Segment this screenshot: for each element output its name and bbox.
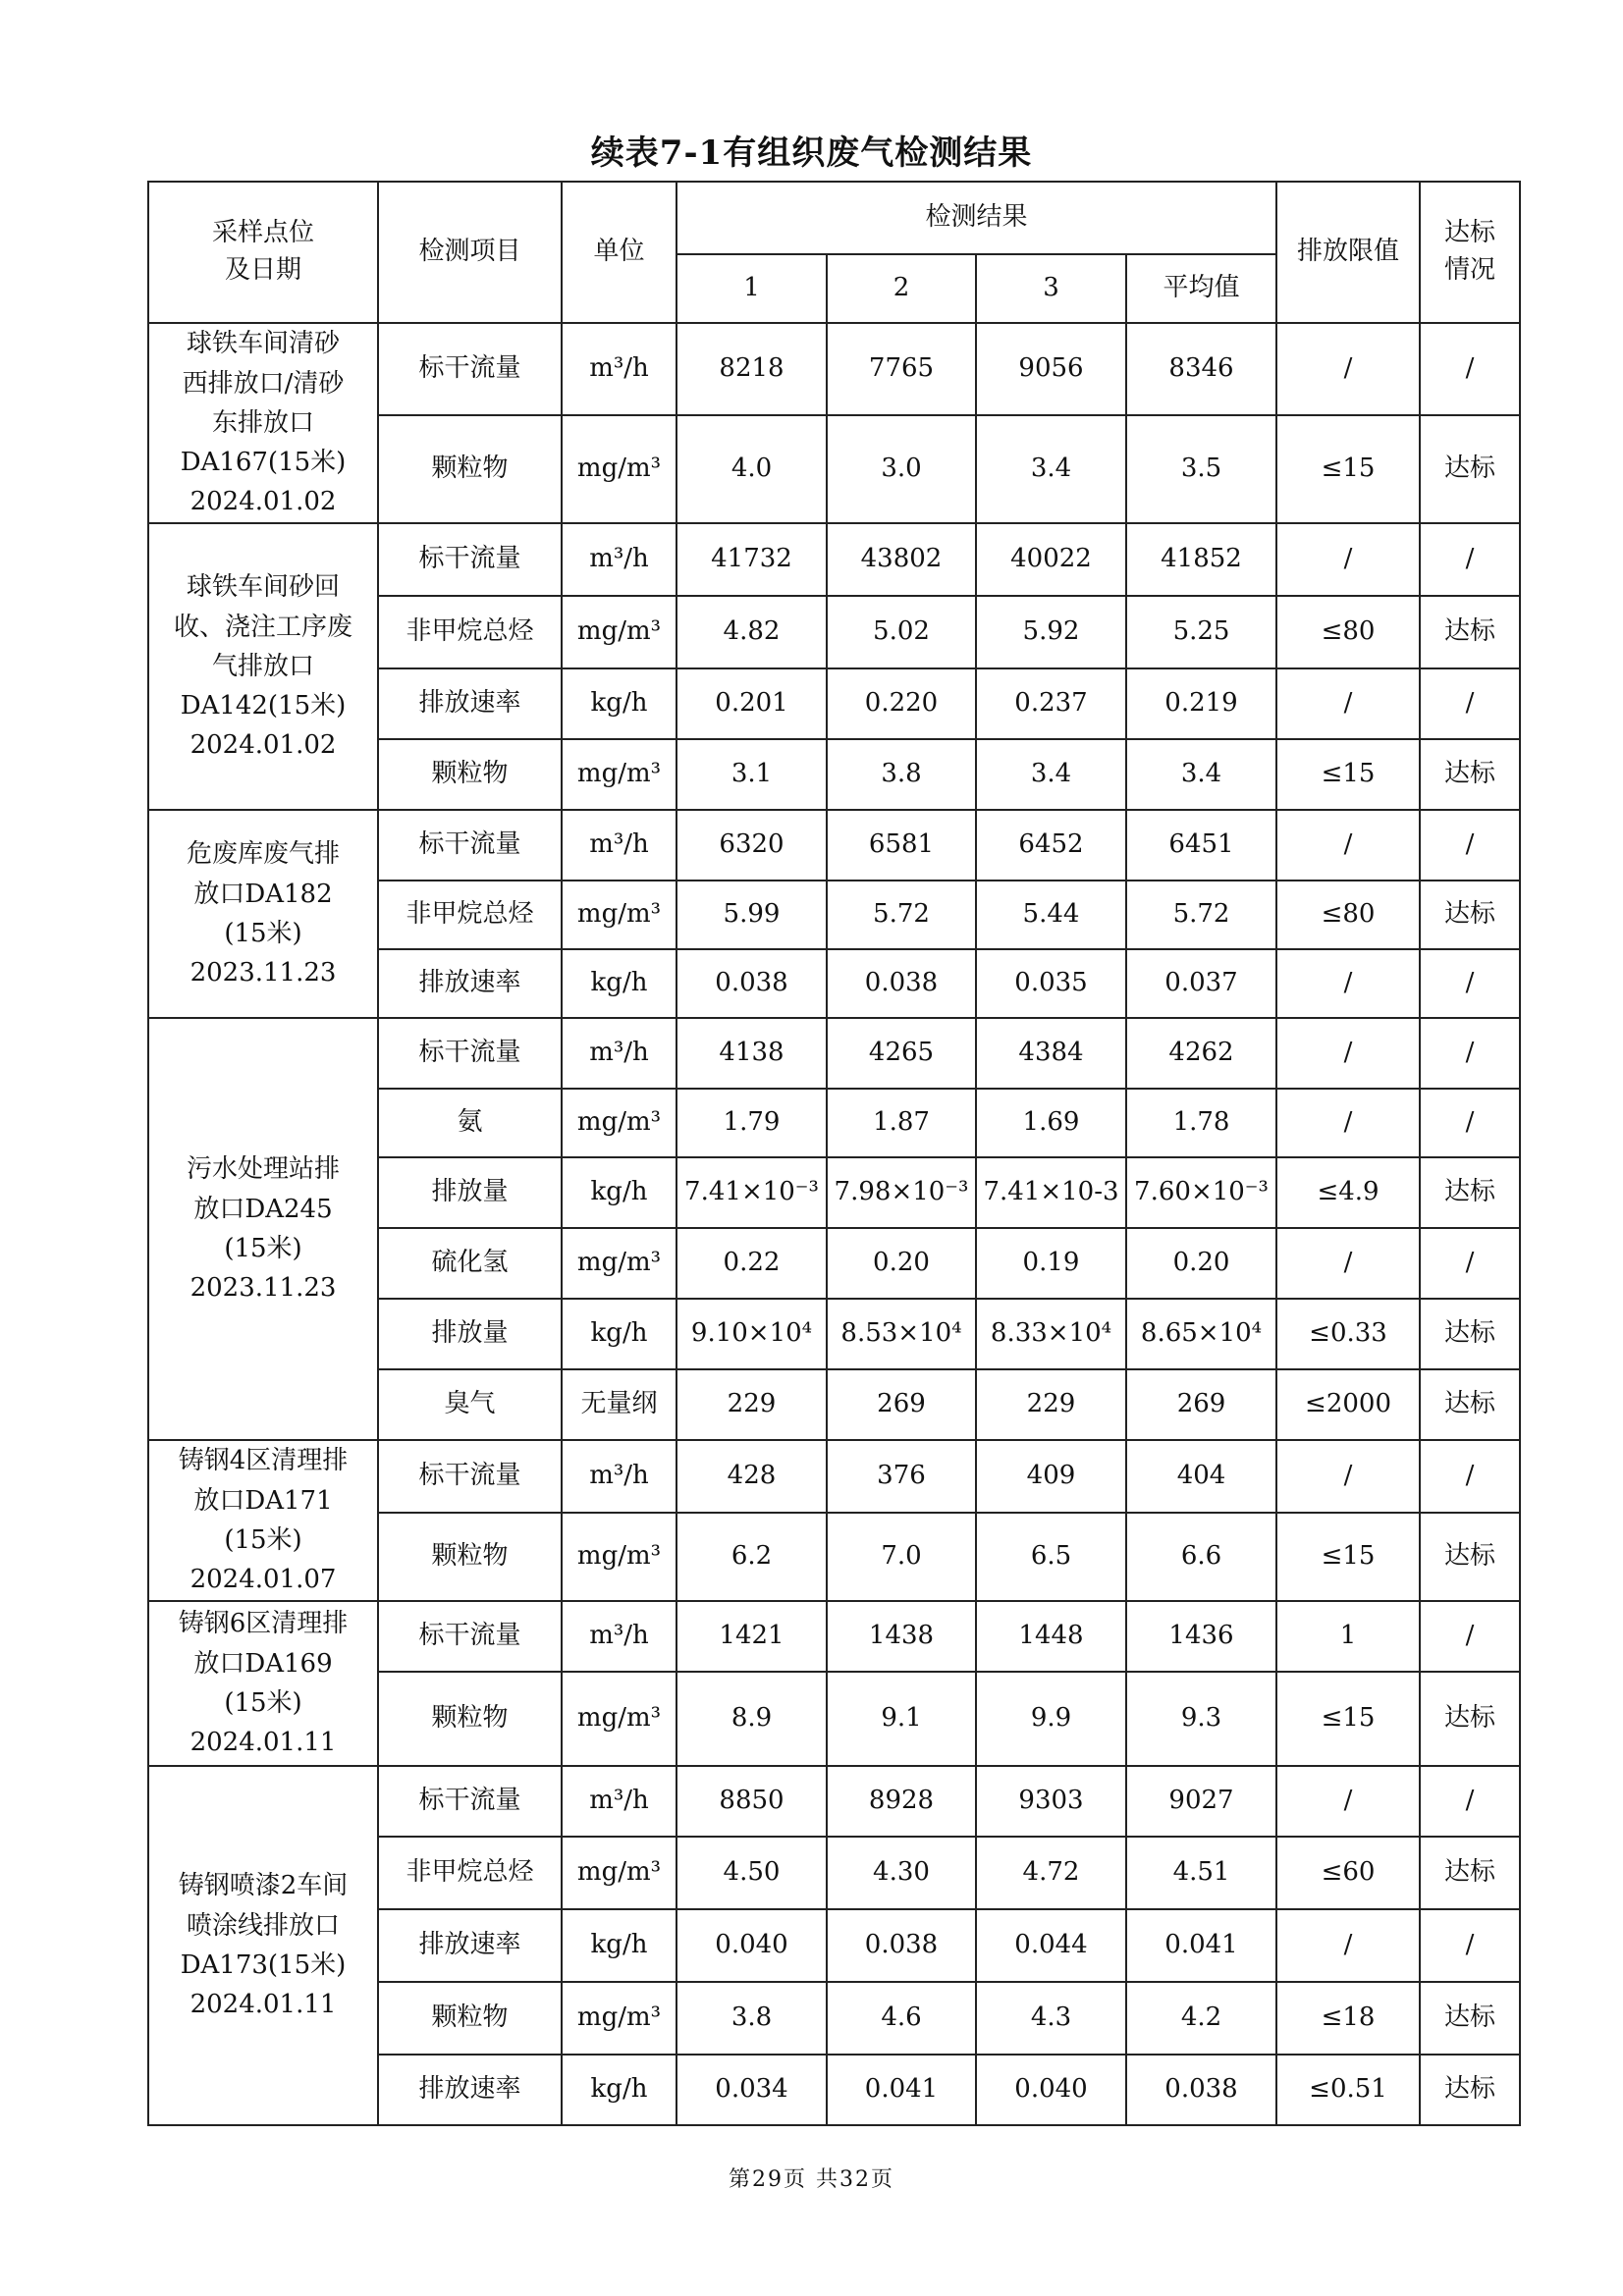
cell-v1: 8850 [676, 1766, 827, 1837]
cell-limit: / [1276, 668, 1420, 739]
cell-v2: 6581 [827, 810, 976, 881]
cell-avg: 8.65×10⁴ [1126, 1299, 1276, 1369]
cell-v2: 3.0 [827, 415, 976, 523]
cell-unit: m³/h [562, 1766, 676, 1837]
cell-limit: ≤15 [1276, 415, 1420, 523]
cell-avg: 5.25 [1126, 596, 1276, 668]
table-row [148, 1766, 1520, 1837]
cell-unit: mg/m³ [562, 1672, 676, 1766]
cell-avg: 3.4 [1126, 739, 1276, 810]
cell-v3: 9303 [976, 1766, 1126, 1837]
cell-status: / [1420, 949, 1520, 1018]
cell-avg: 9027 [1126, 1766, 1276, 1837]
cell-v3: 6.5 [976, 1513, 1126, 1601]
cell-status: / [1420, 1440, 1520, 1513]
cell-v1: 8.9 [676, 1672, 827, 1766]
cell-v3: 409 [976, 1440, 1126, 1513]
cell-item: 排放速率 [378, 668, 562, 739]
header-result-3: 3 [976, 254, 1126, 323]
cell-limit: / [1276, 1766, 1420, 1837]
cell-avg: 0.038 [1126, 2055, 1276, 2125]
cell-unit: m³/h [562, 1018, 676, 1089]
cell-unit: kg/h [562, 1299, 676, 1369]
sampling-site-cell [148, 1601, 378, 1766]
cell-v1: 4.50 [676, 1837, 827, 1909]
cell-status: 达标 [1420, 1672, 1520, 1766]
cell-v1: 4.82 [676, 596, 827, 668]
cell-v3: 9056 [976, 323, 1126, 415]
cell-v3: 0.035 [976, 949, 1126, 1018]
cell-avg: 6.6 [1126, 1513, 1276, 1601]
cell-avg: 8346 [1126, 323, 1276, 415]
cell-status: 达标 [1420, 1369, 1520, 1440]
cell-v2: 8.53×10⁴ [827, 1299, 976, 1369]
table-row [148, 1440, 1520, 1513]
cell-limit: / [1276, 1909, 1420, 1982]
header-status [1420, 182, 1520, 323]
header-result-1: 1 [676, 254, 827, 323]
cell-status: / [1420, 323, 1520, 415]
sampling-site-cell [148, 1018, 378, 1440]
cell-v1: 5.99 [676, 881, 827, 949]
cell-v3: 0.040 [976, 2055, 1126, 2125]
cell-v3: 1448 [976, 1601, 1126, 1672]
table-row [148, 1601, 1520, 1672]
sampling-site-text: 铸钢6区清理排 放口DA169 (15米) 2024.01.11 [178, 1609, 349, 1758]
cell-v1: 428 [676, 1440, 827, 1513]
table-row [148, 523, 1520, 596]
cell-limit: / [1276, 1018, 1420, 1089]
cell-status: / [1420, 668, 1520, 739]
cell-v3: 40022 [976, 523, 1126, 596]
page-footer: 第29页 共32页 [729, 2167, 894, 2192]
cell-v1: 0.22 [676, 1228, 827, 1299]
cell-status: 达标 [1420, 2055, 1520, 2125]
cell-status: 达标 [1420, 1157, 1520, 1228]
cell-status: / [1420, 810, 1520, 881]
cell-limit: ≤15 [1276, 739, 1420, 810]
header-limit: 排放限值 [1276, 182, 1420, 323]
cell-v3: 8.33×10⁴ [976, 1299, 1126, 1369]
cell-v2: 0.041 [827, 2055, 976, 2125]
cell-v2: 3.8 [827, 739, 976, 810]
cell-limit: ≤4.9 [1276, 1157, 1420, 1228]
cell-v3: 4.72 [976, 1837, 1126, 1909]
cell-v1: 3.8 [676, 1982, 827, 2055]
cell-v2: 8928 [827, 1766, 976, 1837]
cell-item: 排放量 [378, 1157, 562, 1228]
cell-avg: 7.60×10⁻³ [1126, 1157, 1276, 1228]
sampling-site-cell [148, 1766, 378, 2125]
cell-item: 标干流量 [378, 1440, 562, 1513]
cell-v2: 4265 [827, 1018, 976, 1089]
cell-item: 排放速率 [378, 2055, 562, 2125]
cell-avg: 1.78 [1126, 1089, 1276, 1157]
cell-v3: 5.92 [976, 596, 1126, 668]
cell-v2: 5.72 [827, 881, 976, 949]
cell-item: 排放速率 [378, 949, 562, 1018]
cell-limit: / [1276, 1228, 1420, 1299]
cell-unit: mg/m³ [562, 415, 676, 523]
cell-item: 排放速率 [378, 1909, 562, 1982]
cell-status: / [1420, 523, 1520, 596]
cell-unit: 无量纲 [562, 1369, 676, 1440]
cell-status: 达标 [1420, 1982, 1520, 2055]
cell-unit: m³/h [562, 810, 676, 881]
cell-limit: ≤60 [1276, 1837, 1420, 1909]
cell-item: 硫化氢 [378, 1228, 562, 1299]
cell-avg: 41852 [1126, 523, 1276, 596]
cell-item: 非甲烷总烃 [378, 881, 562, 949]
cell-unit: m³/h [562, 523, 676, 596]
cell-unit: mg/m³ [562, 1089, 676, 1157]
cell-status: / [1420, 1909, 1520, 1982]
cell-item: 臭气 [378, 1369, 562, 1440]
cell-v3: 229 [976, 1369, 1126, 1440]
cell-v2: 1.87 [827, 1089, 976, 1157]
cell-limit: ≤0.33 [1276, 1299, 1420, 1369]
sampling-site-text: 铸钢喷漆2车间 喷涂线排放口 DA173(15米) 2024.01.11 [178, 1871, 349, 2020]
cell-unit: mg/m³ [562, 1228, 676, 1299]
cell-v3: 0.044 [976, 1909, 1126, 1982]
cell-limit: / [1276, 323, 1420, 415]
cell-limit: ≤18 [1276, 1982, 1420, 2055]
cell-limit: / [1276, 1089, 1420, 1157]
cell-unit: mg/m³ [562, 596, 676, 668]
cell-limit: / [1276, 1440, 1420, 1513]
cell-status: / [1420, 1228, 1520, 1299]
cell-item: 标干流量 [378, 1018, 562, 1089]
header-site-text: 采样点位 及日期 [211, 218, 314, 285]
cell-limit: / [1276, 810, 1420, 881]
cell-item: 标干流量 [378, 810, 562, 881]
cell-status: / [1420, 1766, 1520, 1837]
cell-unit: mg/m³ [562, 881, 676, 949]
cell-limit: ≤80 [1276, 881, 1420, 949]
cell-status: / [1420, 1601, 1520, 1672]
table-row [148, 810, 1520, 881]
cell-avg: 3.5 [1126, 415, 1276, 523]
cell-v1: 0.040 [676, 1909, 827, 1982]
cell-v2: 4.30 [827, 1837, 976, 1909]
cell-limit: ≤80 [1276, 596, 1420, 668]
cell-v2: 0.20 [827, 1228, 976, 1299]
page-title: 续表7-1有组织废气检测结果 [590, 133, 1033, 173]
cell-v3: 5.44 [976, 881, 1126, 949]
cell-avg: 9.3 [1126, 1672, 1276, 1766]
cell-avg: 269 [1126, 1369, 1276, 1440]
cell-item: 氨 [378, 1089, 562, 1157]
cell-limit: / [1276, 949, 1420, 1018]
cell-limit: ≤0.51 [1276, 2055, 1420, 2125]
cell-v3: 4.3 [976, 1982, 1126, 2055]
sampling-site-cell [148, 810, 378, 1018]
cell-unit: m³/h [562, 323, 676, 415]
cell-item: 标干流量 [378, 1766, 562, 1837]
cell-item: 标干流量 [378, 323, 562, 415]
cell-unit: kg/h [562, 949, 676, 1018]
cell-unit: mg/m³ [562, 1513, 676, 1601]
cell-unit: kg/h [562, 668, 676, 739]
table-row [148, 323, 1520, 415]
cell-v1: 6.2 [676, 1513, 827, 1601]
cell-status: 达标 [1420, 415, 1520, 523]
cell-item: 颗粒物 [378, 1982, 562, 2055]
cell-avg: 4262 [1126, 1018, 1276, 1089]
cell-item: 标干流量 [378, 523, 562, 596]
header-row-1 [148, 182, 1520, 254]
sampling-site-text: 铸钢4区清理排 放口DA171 (15米) 2024.01.07 [178, 1446, 349, 1595]
cell-item: 颗粒物 [378, 739, 562, 810]
cell-item: 颗粒物 [378, 415, 562, 523]
cell-v1: 6320 [676, 810, 827, 881]
header-average: 平均值 [1126, 254, 1276, 323]
header-result-2: 2 [827, 254, 976, 323]
header-unit: 单位 [562, 182, 676, 323]
cell-v1: 7.41×10⁻³ [676, 1157, 827, 1228]
cell-item: 颗粒物 [378, 1513, 562, 1601]
cell-unit: kg/h [562, 2055, 676, 2125]
cell-limit: ≤15 [1276, 1672, 1420, 1766]
cell-v2: 7.98×10⁻³ [827, 1157, 976, 1228]
cell-item: 标干流量 [378, 1601, 562, 1672]
cell-v1: 0.201 [676, 668, 827, 739]
cell-v3: 9.9 [976, 1672, 1126, 1766]
cell-avg: 0.219 [1126, 668, 1276, 739]
cell-v1: 8218 [676, 323, 827, 415]
header-status-text: 达标 情况 [1444, 218, 1496, 285]
cell-v2: 9.1 [827, 1672, 976, 1766]
cell-item: 非甲烷总烃 [378, 1837, 562, 1909]
cell-avg: 5.72 [1126, 881, 1276, 949]
cell-v2: 43802 [827, 523, 976, 596]
cell-v1: 1.79 [676, 1089, 827, 1157]
cell-v3: 7.41×10-3 [976, 1157, 1126, 1228]
cell-item: 排放量 [378, 1299, 562, 1369]
cell-v3: 0.237 [976, 668, 1126, 739]
cell-v2: 1438 [827, 1601, 976, 1672]
cell-limit: 1 [1276, 1601, 1420, 1672]
sampling-site-cell [148, 323, 378, 523]
cell-item: 非甲烷总烃 [378, 596, 562, 668]
cell-unit: kg/h [562, 1157, 676, 1228]
cell-unit: m³/h [562, 1440, 676, 1513]
cell-item: 颗粒物 [378, 1672, 562, 1766]
cell-v2: 7.0 [827, 1513, 976, 1601]
cell-limit: ≤2000 [1276, 1369, 1420, 1440]
cell-v1: 1421 [676, 1601, 827, 1672]
cell-v1: 9.10×10⁴ [676, 1299, 827, 1369]
cell-avg: 404 [1126, 1440, 1276, 1513]
cell-v3: 1.69 [976, 1089, 1126, 1157]
header-site [148, 182, 378, 323]
cell-limit: ≤15 [1276, 1513, 1420, 1601]
cell-unit: mg/m³ [562, 1837, 676, 1909]
cell-v2: 0.038 [827, 1909, 976, 1982]
cell-v2: 4.6 [827, 1982, 976, 2055]
cell-unit: m³/h [562, 1601, 676, 1672]
cell-status: 达标 [1420, 881, 1520, 949]
results-table-body [148, 182, 1520, 2125]
cell-avg: 0.20 [1126, 1228, 1276, 1299]
cell-unit: mg/m³ [562, 1982, 676, 2055]
cell-status: 达标 [1420, 739, 1520, 810]
cell-v2: 0.038 [827, 949, 976, 1018]
results-table [147, 181, 1521, 2126]
sampling-site-text: 危废库废气排 放口DA182 (15米) 2023.11.23 [186, 839, 340, 988]
cell-v3: 4384 [976, 1018, 1126, 1089]
cell-status: / [1420, 1089, 1520, 1157]
cell-avg: 6451 [1126, 810, 1276, 881]
sampling-site-cell [148, 1440, 378, 1601]
cell-v3: 3.4 [976, 739, 1126, 810]
cell-v3: 6452 [976, 810, 1126, 881]
header-results: 检测结果 [676, 182, 1276, 254]
sampling-site-text: 球铁车间清砂 西排放口/清砂 东排放口 DA167(15米) 2024.01.02 [180, 329, 347, 517]
cell-v2: 0.220 [827, 668, 976, 739]
cell-v1: 4138 [676, 1018, 827, 1089]
cell-status: 达标 [1420, 1513, 1520, 1601]
cell-v1: 41732 [676, 523, 827, 596]
cell-v3: 3.4 [976, 415, 1126, 523]
cell-v2: 7765 [827, 323, 976, 415]
cell-v2: 5.02 [827, 596, 976, 668]
cell-v2: 376 [827, 1440, 976, 1513]
cell-unit: mg/m³ [562, 739, 676, 810]
cell-status: / [1420, 1018, 1520, 1089]
cell-v1: 0.038 [676, 949, 827, 1018]
cell-unit: kg/h [562, 1909, 676, 1982]
cell-limit: / [1276, 523, 1420, 596]
cell-status: 达标 [1420, 1299, 1520, 1369]
cell-v1: 0.034 [676, 2055, 827, 2125]
cell-avg: 4.2 [1126, 1982, 1276, 2055]
cell-v1: 4.0 [676, 415, 827, 523]
cell-v1: 229 [676, 1369, 827, 1440]
cell-v2: 269 [827, 1369, 976, 1440]
cell-avg: 0.041 [1126, 1909, 1276, 1982]
cell-v1: 3.1 [676, 739, 827, 810]
cell-avg: 4.51 [1126, 1837, 1276, 1909]
sampling-site-cell [148, 523, 378, 810]
cell-avg: 1436 [1126, 1601, 1276, 1672]
cell-avg: 0.037 [1126, 949, 1276, 1018]
cell-status: 达标 [1420, 596, 1520, 668]
cell-status: 达标 [1420, 1837, 1520, 1909]
header-item: 检测项目 [378, 182, 562, 323]
sampling-site-text: 球铁车间砂回 收、浇注工序废 气排放口 DA142(15米) 2024.01.02 [173, 572, 352, 761]
table-row [148, 1018, 1520, 1089]
sampling-site-text: 污水处理站排 放口DA245 (15米) 2023.11.23 [186, 1154, 340, 1304]
cell-v3: 0.19 [976, 1228, 1126, 1299]
